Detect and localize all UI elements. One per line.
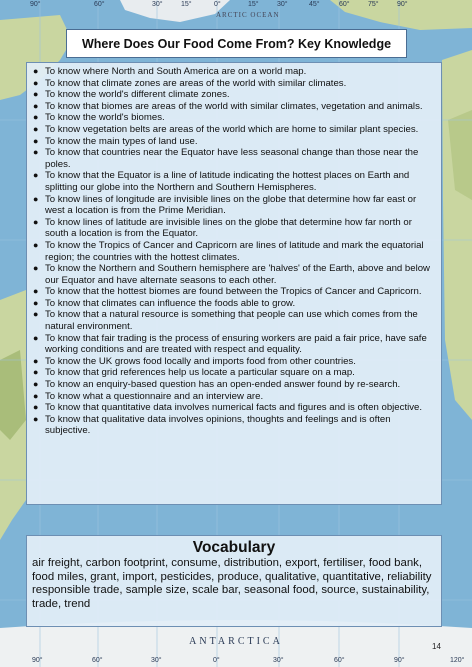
list-item: ● To know where North and South America are on a world map. (33, 66, 307, 77)
list-item: ● To know the UK grows food locally and imports food from other countries. (33, 355, 356, 367)
map-degree-label: 30° (277, 1, 288, 8)
bullet-icon: ● (33, 263, 39, 274)
page-title: Where Does Our Food Come From? Key Knowledge (66, 29, 407, 58)
map-degree-label: 0° (213, 657, 220, 664)
list-item: ● To know that fair trading is the process of ensuring workers are paid a fair price, have safe working conditions and are treated with respect and equality. (33, 332, 427, 356)
page-number: 14 (432, 642, 441, 651)
map-degree-label: 30° (152, 1, 163, 8)
bullet-icon: ● (33, 332, 39, 343)
map-degree-label: 90° (397, 1, 408, 8)
list-item: ● To know the Northern and Southern hemisphere are 'halves' of the Earth, above and below our Equator and have alternate seasons to each other. (33, 263, 430, 286)
map-degree-label: 90° (32, 657, 43, 664)
map-degree-label: 30° (273, 657, 284, 664)
list-item: ● To know vegetation belts are areas of the world which are home to similar plant species. (33, 123, 419, 135)
antarctica-label: ANTARCTICA (189, 636, 283, 647)
bullet-icon: ● (33, 390, 39, 401)
list-item: ● To know lines of longitude are invisible lines on the globe that determine how far east or west a location is from the Prime Meridian. (33, 193, 417, 217)
list-item: ● To know that biomes are areas of the world with similar climates, vegetation and animals. (33, 100, 423, 112)
arctic-ocean-label: ARCTIC OCEAN (216, 11, 280, 19)
list-item: ● To know that quantitative data involves numerical facts and figures and is often objective. (33, 402, 423, 414)
map-degree-label: 90° (30, 1, 41, 8)
bullet-icon: ● (33, 286, 39, 297)
vocabulary-title: Vocabulary (192, 539, 276, 556)
map-degree-label: 45° (309, 1, 320, 8)
list-item: ● To know that a natural resource is something that people can use which comes from the natural environment. (33, 309, 418, 333)
bullet-icon: ● (33, 193, 39, 204)
map-degree-label: 60° (334, 657, 345, 664)
list-item: ● To know the Tropics of Cancer and Capricorn are lines of latitude and mark the equatorial region; the countries with the hottest climates. (33, 239, 424, 263)
bullet-icon: ● (33, 89, 39, 100)
knowledge-list (31, 66, 435, 437)
bullet-icon: ● (33, 379, 39, 390)
list-item: ● To know an enquiry-based question has an open-ended answer found by re-search. (33, 379, 401, 391)
vocabulary-words-line-1: air freight, carbon footprint, consume, distribution, export, fertiliser, food bank, food miles, grant, import, pesticides, produce, qualitative, quantitative, reliability (32, 557, 432, 583)
list-item: ● To know the world's biomes. (33, 112, 165, 124)
list-item: ● To know that qualitative data involves opinions, thoughts and feelings and is often subjective. (33, 413, 391, 437)
list-item: ● To know the main types of land use. (33, 135, 198, 147)
bullet-icon: ● (33, 170, 39, 181)
list-item: ● To know the world's different climate zones. (33, 89, 230, 101)
map-degree-label: 30° (151, 657, 162, 664)
map-degree-label: 75° (368, 1, 379, 8)
list-item: ● To know what a questionnaire and an interview are. (33, 390, 264, 402)
map-degree-label: 15° (248, 1, 259, 8)
map-degree-label: 15° (181, 1, 192, 8)
bullet-icon: ● (33, 112, 39, 123)
bullet-icon: ● (33, 123, 39, 134)
list-item: ● To know that grid references help us locate a particular square on a map. (33, 367, 355, 379)
bullet-icon: ● (33, 355, 39, 366)
map-degree-label: 60° (339, 1, 350, 8)
map-degree-label: 90° (394, 657, 405, 664)
list-item: ● To know that climates can influence the foods able to grow. (33, 297, 296, 309)
map-degree-label: 60° (94, 1, 105, 8)
bullet-icon: ● (33, 135, 39, 146)
map-degree-label: 120° (450, 657, 465, 664)
bullet-icon: ● (33, 297, 39, 308)
bullet-icon: ● (33, 239, 39, 250)
map-degree-label: 60° (92, 657, 103, 664)
list-item: ● To know that climate zones are areas of the world with similar climates. (33, 77, 347, 89)
bullet-icon: ● (33, 413, 39, 424)
map-degree-label: 0° (214, 1, 221, 8)
bullet-icon: ● (33, 77, 39, 88)
vocabulary-panel (26, 535, 442, 627)
bullet-icon: ● (33, 216, 39, 227)
bullet-icon: ● (33, 309, 39, 320)
vocabulary-words-line-2: responsible trade, sample size, scale bar, seasonal food, source, sustainability, trade, trend (32, 584, 430, 610)
bullet-icon: ● (33, 100, 39, 111)
list-item: ● To know that the hottest biomes are found between the Tropics of Cancer and Capricorn. (33, 286, 422, 298)
bullet-icon: ● (33, 66, 39, 76)
key-knowledge-panel (26, 62, 442, 505)
list-item: ● To know that the Equator is a line of latitude indicating the hottest places on Earth and splitting our globe into the Northern and Southern Hemispheres. (33, 170, 410, 193)
bullet-icon: ● (33, 402, 39, 413)
list-item: ● To know that countries near the Equator have less seasonal change than those near the poles. (33, 147, 419, 170)
bullet-icon: ● (33, 147, 39, 158)
list-item: ● To know lines of latitude are invisible lines on the globe that determine how far north or south a location is from the Equator. (33, 216, 412, 240)
bullet-icon: ● (33, 367, 39, 378)
